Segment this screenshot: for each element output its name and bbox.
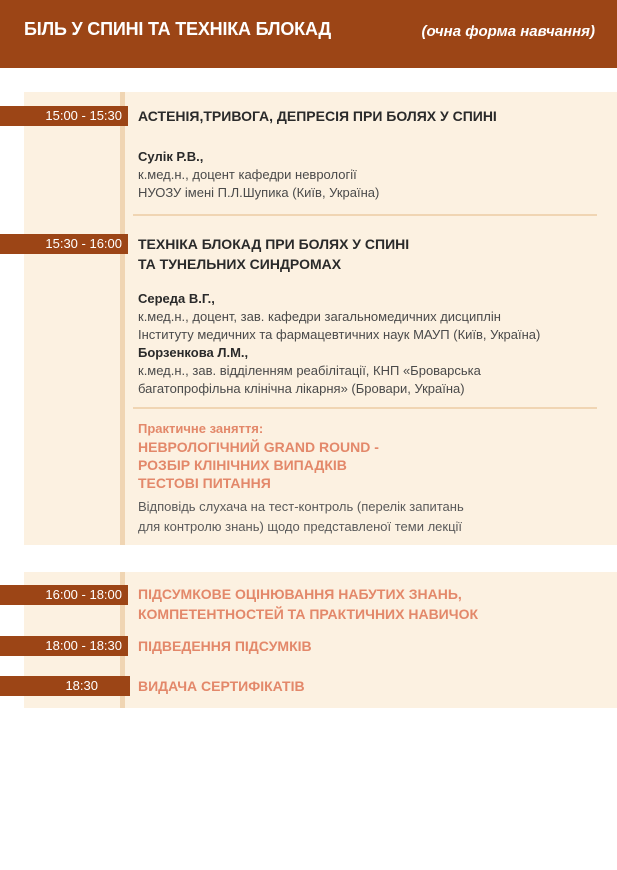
final-title-summary: ПІДВЕДЕННЯ ПІДСУМКІВ [138, 638, 312, 654]
practice-title-line: НЕВРОЛОГІЧНИЙ GRAND ROUND - [138, 439, 379, 455]
session-time-4: 18:00 - 18:30 [0, 636, 128, 656]
session-time-1: 15:00 - 15:30 [0, 106, 128, 126]
practice-title-line: ТЕСТОВІ ПИТАННЯ [138, 475, 271, 491]
speaker-desc-line: НУОЗУ імені П.Л.Шупика (Київ, Україна) [138, 185, 380, 200]
speaker-name-sereda: Середа В.Г., [138, 291, 215, 306]
speaker-desc-line: к.мед.н., зав. відділенням реабілітації, КНП «Броварська [138, 363, 481, 378]
speaker-desc-line: Інституту медичних та фармацевтичних наук МАУП (Київ, Україна) [138, 327, 541, 342]
final-title-certificates: ВИДАЧА СЕРТИФІКАТІВ [138, 678, 305, 694]
practice-label: Практичне заняття: [138, 421, 264, 436]
practice-desc-line: Відповідь слухача на тест-контроль (перелік запитань [138, 499, 464, 514]
section-divider [133, 214, 597, 216]
section-divider [133, 407, 597, 409]
session-title-1: АСТЕНІЯ,ТРИВОГА, ДЕПРЕСІЯ ПРИ БОЛЯХ У СПИНІ [138, 108, 497, 124]
session-title-2-line2: ТА ТУНЕЛЬНИХ СИНДРОМАХ [138, 256, 342, 272]
practice-desc-line: для контролю знань) щодо представленої теми лекції [138, 519, 463, 534]
page-subtitle: (очна форма навчання) [421, 23, 595, 40]
session-time-5: 18:30 [0, 676, 130, 696]
session-time-2: 15:30 - 16:00 [0, 234, 128, 254]
session-time-3: 16:00 - 18:00 [0, 585, 128, 605]
speaker-desc-line: к.мед.н., доцент кафедри неврології [138, 167, 357, 182]
final-title-assessment-line2: КОМПЕТЕНТНОСТЕЙ ТА ПРАКТИЧНИХ НАВИЧОК [138, 606, 479, 622]
page-header [0, 0, 617, 68]
speaker-desc-line: к.мед.н., доцент, зав. кафедри загальномедичних дисциплін [138, 309, 501, 324]
speaker-name-borzenkova: Борзенкова Л.М., [138, 345, 249, 360]
speaker-name-sulik: Сулік Р.В., [138, 149, 204, 164]
page-title: БІЛЬ У СПИНІ ТА ТЕХНІКА БЛОКАД [24, 19, 332, 39]
timeline-line [120, 92, 125, 545]
speaker-desc-line: багатопрофільна клінічна лікарня» (Бровари, Україна) [138, 381, 465, 396]
final-title-assessment: ПІДСУМКОВЕ ОЦІНЮВАННЯ НАБУТИХ ЗНАНЬ, [138, 586, 462, 602]
practice-title-line: РОЗБІР КЛІНІЧНИХ ВИПАДКІВ [138, 457, 347, 473]
session-title-2: ТЕХНІКА БЛОКАД ПРИ БОЛЯХ У СПИНІ [138, 236, 410, 252]
